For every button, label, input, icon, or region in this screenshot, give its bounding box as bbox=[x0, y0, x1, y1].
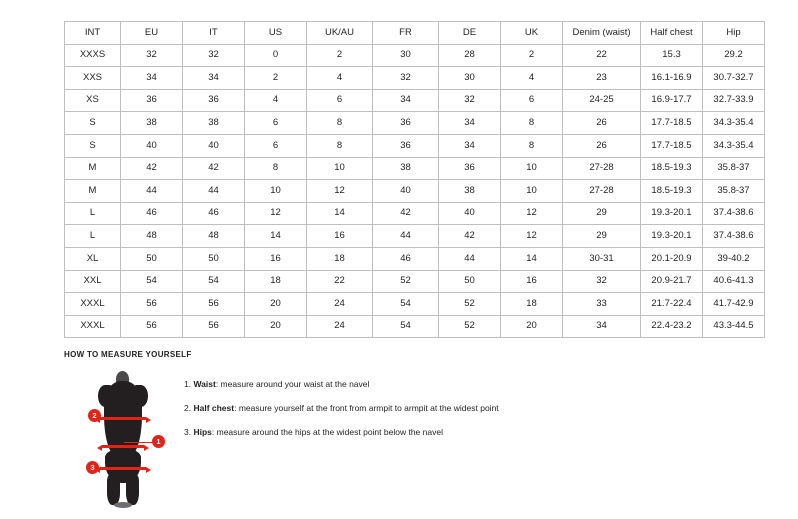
cell-uk: 20 bbox=[501, 315, 563, 338]
cell-int: XXXS bbox=[65, 44, 121, 67]
cell-int: M bbox=[65, 180, 121, 203]
cell-uk: 8 bbox=[501, 134, 563, 157]
cell-hip: 41.7-42.9 bbox=[703, 293, 765, 316]
cell-eu: 54 bbox=[121, 270, 183, 293]
cell-it: 32 bbox=[183, 44, 245, 67]
cell-int: L bbox=[65, 202, 121, 225]
cell-half-chest: 15.3 bbox=[641, 44, 703, 67]
cell-half-chest: 21.7-22.4 bbox=[641, 293, 703, 316]
mannequin-figure-icon bbox=[92, 371, 154, 511]
cell-eu: 32 bbox=[121, 44, 183, 67]
cell-hip: 35.8-37 bbox=[703, 180, 765, 203]
table-row bbox=[65, 293, 765, 316]
cell-int: S bbox=[65, 112, 121, 135]
cell-half-chest: 17.7-18.5 bbox=[641, 134, 703, 157]
cell-it: 46 bbox=[183, 202, 245, 225]
cell-us: 12 bbox=[245, 202, 307, 225]
cell-fr: 38 bbox=[373, 157, 439, 180]
cell-hip: 35.8-37 bbox=[703, 157, 765, 180]
cell-eu: 44 bbox=[121, 180, 183, 203]
measure-note-hips-term: Hips bbox=[193, 427, 212, 438]
marker-2-badge: 2 bbox=[88, 409, 101, 422]
measure-note-half-chest-term: Half chest bbox=[193, 403, 235, 414]
cell-eu: 50 bbox=[121, 247, 183, 270]
cell-de: 40 bbox=[439, 202, 501, 225]
column-header-eu: EU bbox=[121, 22, 183, 45]
measure-note-half-chest-number: 2. bbox=[184, 403, 192, 414]
cell-it: 54 bbox=[183, 270, 245, 293]
cell-denim-waist: 30-31 bbox=[563, 247, 641, 270]
hips-measure-band bbox=[100, 467, 146, 470]
cell-eu: 56 bbox=[121, 293, 183, 316]
cell-half-chest: 19.3-20.1 bbox=[641, 225, 703, 248]
cell-eu: 42 bbox=[121, 157, 183, 180]
cell-int: XXXL bbox=[65, 293, 121, 316]
cell-uk: 16 bbox=[501, 270, 563, 293]
cell-it: 56 bbox=[183, 315, 245, 338]
cell-denim-waist: 26 bbox=[563, 112, 641, 135]
cell-int: XXL bbox=[65, 270, 121, 293]
cell-de: 28 bbox=[439, 44, 501, 67]
table-header-row bbox=[65, 22, 765, 45]
cell-uk: 14 bbox=[501, 247, 563, 270]
cell-eu: 56 bbox=[121, 315, 183, 338]
column-header-de: DE bbox=[439, 22, 501, 45]
cell-hip: 37.4-38.6 bbox=[703, 202, 765, 225]
table-row bbox=[65, 180, 765, 203]
cell-uk: 12 bbox=[501, 202, 563, 225]
cell-int: XXS bbox=[65, 67, 121, 90]
cell-half-chest: 16.9-17.7 bbox=[641, 89, 703, 112]
cell-uk-au: 24 bbox=[307, 315, 373, 338]
cell-de: 50 bbox=[439, 270, 501, 293]
cell-it: 50 bbox=[183, 247, 245, 270]
cell-fr: 54 bbox=[373, 315, 439, 338]
cell-de: 32 bbox=[439, 89, 501, 112]
cell-de: 36 bbox=[439, 157, 501, 180]
cell-denim-waist: 27-28 bbox=[563, 157, 641, 180]
column-header-half-chest: Half chest bbox=[641, 22, 703, 45]
measure-note-waist bbox=[184, 379, 744, 389]
cell-uk: 10 bbox=[501, 180, 563, 203]
cell-us: 18 bbox=[245, 270, 307, 293]
cell-denim-waist: 34 bbox=[563, 315, 641, 338]
cell-uk-au: 2 bbox=[307, 44, 373, 67]
cell-uk-au: 4 bbox=[307, 67, 373, 90]
cell-half-chest: 18.5-19.3 bbox=[641, 157, 703, 180]
cell-it: 56 bbox=[183, 293, 245, 316]
table-row bbox=[65, 225, 765, 248]
mannequin-stand bbox=[114, 502, 132, 508]
measure-note-waist-text: : measure around your waist at the navel bbox=[215, 379, 370, 389]
column-header-hip: Hip bbox=[703, 22, 765, 45]
table-row bbox=[65, 134, 765, 157]
waist-arrow-left-icon bbox=[97, 445, 102, 451]
cell-de: 38 bbox=[439, 180, 501, 203]
mannequin-illustration bbox=[64, 367, 184, 512]
cell-int: XXXL bbox=[65, 315, 121, 338]
cell-hip: 29.2 bbox=[703, 44, 765, 67]
cell-de: 34 bbox=[439, 112, 501, 135]
cell-denim-waist: 32 bbox=[563, 270, 641, 293]
cell-hip: 30.7-32.7 bbox=[703, 67, 765, 90]
cell-it: 38 bbox=[183, 112, 245, 135]
measure-notes-list bbox=[184, 367, 744, 452]
cell-int: S bbox=[65, 134, 121, 157]
cell-eu: 36 bbox=[121, 89, 183, 112]
how-to-measure-title: HOW TO MEASURE YOURSELF bbox=[64, 350, 192, 359]
table-row bbox=[65, 247, 765, 270]
cell-uk: 12 bbox=[501, 225, 563, 248]
cell-half-chest: 16.1-16.9 bbox=[641, 67, 703, 90]
cell-eu: 48 bbox=[121, 225, 183, 248]
half-chest-measure-band bbox=[100, 417, 146, 420]
waist-measure-band bbox=[102, 445, 144, 448]
cell-uk-au: 10 bbox=[307, 157, 373, 180]
cell-us: 20 bbox=[245, 293, 307, 316]
cell-half-chest: 22.4-23.2 bbox=[641, 315, 703, 338]
cell-fr: 34 bbox=[373, 89, 439, 112]
cell-eu: 40 bbox=[121, 134, 183, 157]
cell-half-chest: 17.7-18.5 bbox=[641, 112, 703, 135]
cell-us: 16 bbox=[245, 247, 307, 270]
cell-eu: 34 bbox=[121, 67, 183, 90]
cell-uk-au: 24 bbox=[307, 293, 373, 316]
cell-uk-au: 18 bbox=[307, 247, 373, 270]
cell-eu: 38 bbox=[121, 112, 183, 135]
cell-fr: 44 bbox=[373, 225, 439, 248]
cell-us: 14 bbox=[245, 225, 307, 248]
measure-note-waist-number: 1. bbox=[184, 379, 192, 389]
cell-fr: 30 bbox=[373, 44, 439, 67]
cell-half-chest: 19.3-20.1 bbox=[641, 202, 703, 225]
how-to-measure-section bbox=[64, 350, 744, 512]
hips-arrow-right-icon bbox=[146, 467, 151, 473]
measure-note-waist-term: Waist bbox=[193, 379, 216, 389]
column-header-int: INT bbox=[65, 22, 121, 45]
column-header-it: IT bbox=[183, 22, 245, 45]
cell-uk: 10 bbox=[501, 157, 563, 180]
table-row bbox=[65, 112, 765, 135]
column-header-denim-waist: Denim (waist) bbox=[563, 22, 641, 45]
cell-de: 52 bbox=[439, 293, 501, 316]
cell-fr: 52 bbox=[373, 270, 439, 293]
cell-denim-waist: 27-28 bbox=[563, 180, 641, 203]
cell-uk: 2 bbox=[501, 44, 563, 67]
cell-de: 52 bbox=[439, 315, 501, 338]
cell-uk-au: 6 bbox=[307, 89, 373, 112]
cell-int: XL bbox=[65, 247, 121, 270]
cell-hip: 40.6-41.3 bbox=[703, 270, 765, 293]
mannequin-leg-left bbox=[107, 475, 120, 505]
cell-uk: 18 bbox=[501, 293, 563, 316]
cell-fr: 32 bbox=[373, 67, 439, 90]
cell-denim-waist: 29 bbox=[563, 225, 641, 248]
table-row bbox=[65, 202, 765, 225]
mannequin-leg-right bbox=[126, 475, 139, 505]
cell-eu: 46 bbox=[121, 202, 183, 225]
cell-de: 44 bbox=[439, 247, 501, 270]
size-chart-table bbox=[64, 21, 765, 338]
cell-uk: 4 bbox=[501, 67, 563, 90]
table-row bbox=[65, 89, 765, 112]
marker-3-badge: 3 bbox=[86, 461, 99, 474]
half-chest-arrow-right-icon bbox=[146, 417, 151, 423]
column-header-uk: UK bbox=[501, 22, 563, 45]
cell-hip: 32.7-33.9 bbox=[703, 89, 765, 112]
table-row bbox=[65, 44, 765, 67]
table-row bbox=[65, 157, 765, 180]
cell-it: 34 bbox=[183, 67, 245, 90]
measure-note-half-chest-text: : measure yourself at the front from armpit to armpit at the widest point bbox=[234, 403, 499, 414]
table-row bbox=[65, 270, 765, 293]
cell-fr: 42 bbox=[373, 202, 439, 225]
cell-uk-au: 16 bbox=[307, 225, 373, 248]
cell-half-chest: 20.1-20.9 bbox=[641, 247, 703, 270]
cell-half-chest: 20.9-21.7 bbox=[641, 270, 703, 293]
cell-us: 10 bbox=[245, 180, 307, 203]
cell-hip: 34.3-35.4 bbox=[703, 134, 765, 157]
cell-uk-au: 8 bbox=[307, 134, 373, 157]
cell-fr: 40 bbox=[373, 180, 439, 203]
marker-1-leader-line bbox=[124, 442, 152, 443]
cell-int: L bbox=[65, 225, 121, 248]
cell-it: 42 bbox=[183, 157, 245, 180]
cell-fr: 54 bbox=[373, 293, 439, 316]
cell-hip: 34.3-35.4 bbox=[703, 112, 765, 135]
cell-us: 4 bbox=[245, 89, 307, 112]
cell-us: 6 bbox=[245, 134, 307, 157]
cell-half-chest: 18.5-19.3 bbox=[641, 180, 703, 203]
cell-fr: 36 bbox=[373, 112, 439, 135]
cell-us: 8 bbox=[245, 157, 307, 180]
cell-uk-au: 8 bbox=[307, 112, 373, 135]
measure-note-hips bbox=[184, 427, 744, 437]
cell-denim-waist: 33 bbox=[563, 293, 641, 316]
cell-it: 40 bbox=[183, 134, 245, 157]
cell-it: 36 bbox=[183, 89, 245, 112]
cell-us: 2 bbox=[245, 67, 307, 90]
column-header-us: US bbox=[245, 22, 307, 45]
cell-denim-waist: 24-25 bbox=[563, 89, 641, 112]
cell-it: 48 bbox=[183, 225, 245, 248]
cell-uk-au: 14 bbox=[307, 202, 373, 225]
cell-denim-waist: 23 bbox=[563, 67, 641, 90]
cell-uk: 8 bbox=[501, 112, 563, 135]
cell-int: XS bbox=[65, 89, 121, 112]
cell-de: 30 bbox=[439, 67, 501, 90]
table-row bbox=[65, 315, 765, 338]
how-to-measure-body bbox=[64, 367, 744, 512]
cell-de: 42 bbox=[439, 225, 501, 248]
cell-uk-au: 12 bbox=[307, 180, 373, 203]
cell-de: 34 bbox=[439, 134, 501, 157]
cell-fr: 46 bbox=[373, 247, 439, 270]
size-chart-table-container bbox=[64, 21, 754, 338]
column-header-uk-au: UK/AU bbox=[307, 22, 373, 45]
cell-it: 44 bbox=[183, 180, 245, 203]
cell-us: 6 bbox=[245, 112, 307, 135]
cell-us: 20 bbox=[245, 315, 307, 338]
cell-denim-waist: 29 bbox=[563, 202, 641, 225]
cell-denim-waist: 26 bbox=[563, 134, 641, 157]
cell-int: M bbox=[65, 157, 121, 180]
cell-hip: 39-40.2 bbox=[703, 247, 765, 270]
table-row bbox=[65, 67, 765, 90]
cell-hip: 37.4-38.6 bbox=[703, 225, 765, 248]
cell-fr: 36 bbox=[373, 134, 439, 157]
column-header-fr: FR bbox=[373, 22, 439, 45]
cell-us: 0 bbox=[245, 44, 307, 67]
measure-note-hips-number: 3. bbox=[184, 427, 192, 438]
cell-uk: 6 bbox=[501, 89, 563, 112]
cell-hip: 43.3-44.5 bbox=[703, 315, 765, 338]
cell-uk-au: 22 bbox=[307, 270, 373, 293]
marker-1-badge: 1 bbox=[152, 435, 165, 448]
waist-arrow-right-icon bbox=[144, 445, 149, 451]
cell-denim-waist: 22 bbox=[563, 44, 641, 67]
measure-note-hips-text: : measure around the hips at the widest point below the navel bbox=[211, 427, 443, 438]
measure-note-half-chest bbox=[184, 403, 744, 413]
